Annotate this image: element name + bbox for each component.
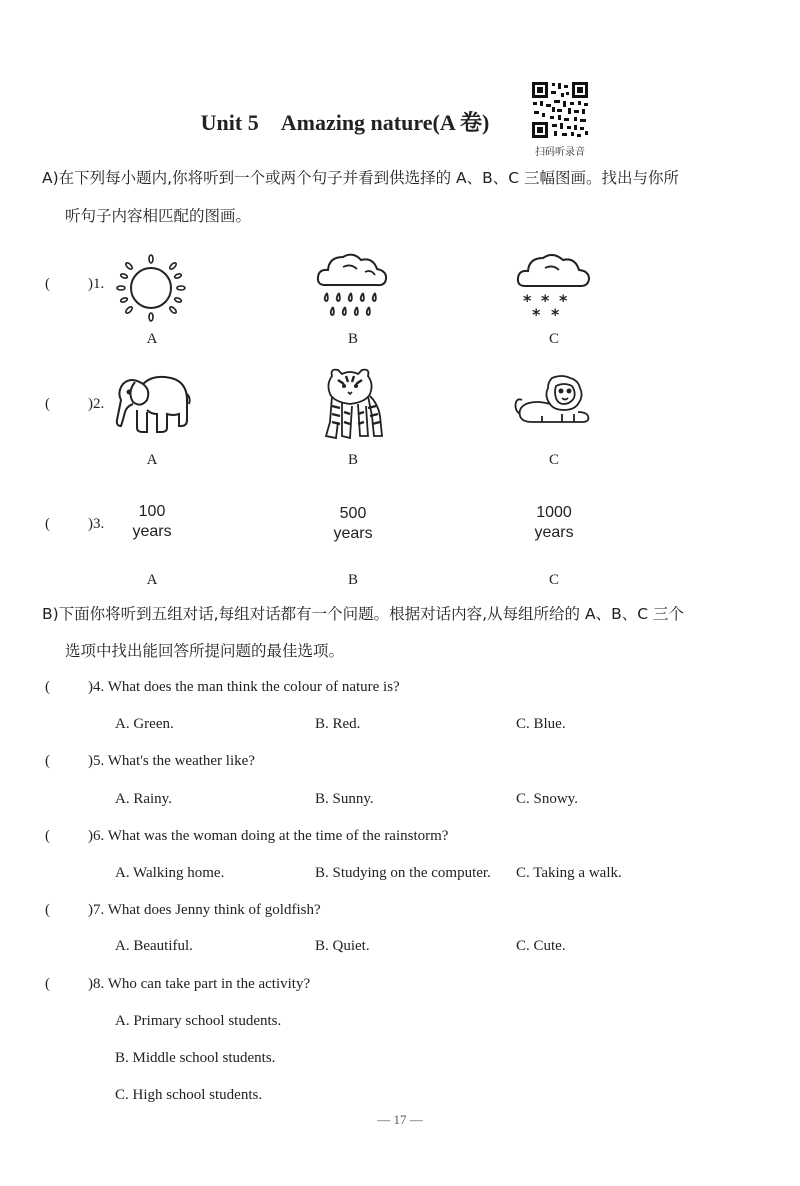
years-unit: years [333, 525, 373, 542]
years-unit: years [534, 524, 574, 541]
question-text: )5. What's the weather like? [88, 753, 255, 769]
answer-blank-open: ( [45, 516, 50, 532]
years-number: 1000 [536, 504, 572, 521]
years-option-a [107, 502, 197, 542]
svg-text:*: * [541, 291, 550, 310]
item-number: )1. [88, 276, 105, 292]
option-label: C [548, 572, 559, 588]
choice-c: C. Blue. [516, 716, 566, 732]
choice-b: B. Studying on the computer. [315, 865, 491, 881]
qr-code-icon[interactable] [530, 80, 590, 140]
option-label: A [146, 572, 158, 588]
answer-blank-open: ( [45, 828, 50, 844]
lion-icon [512, 374, 596, 430]
option-label: A [146, 331, 158, 347]
answer-blank-open: ( [45, 976, 50, 992]
choice-a: A. Green. [115, 716, 174, 732]
answer-blank-open: ( [45, 679, 50, 695]
section-a-instruction-line2: 听句子内容相匹配的图画。 [65, 207, 252, 225]
option-label: B [347, 572, 358, 588]
svg-text:*: * [551, 305, 560, 324]
snow-cloud-icon [515, 248, 595, 324]
choice-a: A. Walking home. [115, 865, 225, 881]
choice-b: B. Quiet. [315, 938, 370, 954]
answer-blank-open: ( [45, 753, 50, 769]
choice-b: B. Sunny. [315, 791, 374, 807]
question-text: )7. What does Jenny think of goldfish? [88, 902, 321, 918]
years-unit: years [132, 523, 172, 540]
section-b-instruction-line1: B)下面你将听到五组对话,每组对话都有一个问题。根据对话内容,从每组所给的 A、B、C 三个 [42, 605, 684, 623]
svg-text:*: * [532, 305, 541, 324]
page-number: — 17 — [377, 1112, 423, 1127]
choice-a: A. Beautiful. [115, 938, 193, 954]
answer-blank-open: ( [45, 902, 50, 918]
option-label: C [548, 452, 559, 468]
years-option-c [509, 503, 599, 543]
choice-c: C. Snowy. [516, 791, 578, 807]
sun-icon [113, 252, 189, 324]
years-number: 500 [339, 505, 367, 522]
choice-a: A. Rainy. [115, 791, 172, 807]
item-number: )3. [88, 516, 105, 532]
question-text: )6. What was the woman doing at the time of the rainstorm? [88, 828, 449, 844]
item-number: )2. [88, 396, 105, 412]
question-text: )8. Who can take part in the activity? [88, 976, 311, 992]
choice-b: B. Red. [315, 716, 361, 732]
section-b-instruction-line2: 选项中找出能回答所提问题的最佳选项。 [65, 642, 345, 660]
choice-b: B. Middle school students. [115, 1050, 276, 1066]
years-option-b [308, 504, 398, 544]
page-title: Unit 5 Amazing nature(A 卷) [200, 110, 490, 135]
choice-a: A. Primary school students. [115, 1013, 282, 1029]
rain-cloud-icon [313, 245, 393, 325]
choice-c: C. High school students. [115, 1087, 263, 1103]
qr-caption: 扫码听录音 [535, 147, 585, 158]
option-label: B [347, 452, 358, 468]
svg-text:*: * [523, 291, 532, 310]
question-text: )4. What does the man think the colour of nature is? [88, 679, 400, 695]
option-label: C [548, 331, 559, 347]
svg-text:*: * [559, 291, 568, 310]
answer-blank-open: ( [45, 276, 50, 292]
answer-blank-open: ( [45, 396, 50, 412]
tiger-icon [318, 366, 390, 442]
elephant-icon [113, 370, 193, 436]
option-label: B [347, 331, 358, 347]
option-label: A [146, 452, 158, 468]
years-number: 100 [138, 503, 166, 520]
choice-c: C. Taking a walk. [516, 865, 622, 881]
section-a-instruction-line1: A)在下列每小题内,你将听到一个或两个句子并看到供选择的 A、B、C 三幅图画。找出与你所 [42, 169, 679, 187]
choice-c: C. Cute. [516, 938, 566, 954]
